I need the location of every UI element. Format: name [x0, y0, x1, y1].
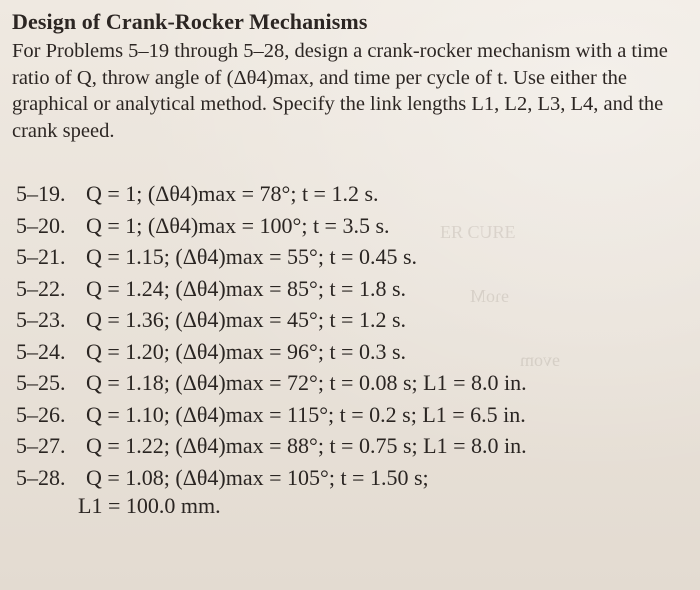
problem-spec: Q = 1.24; (Δθ4)max = 85°; t = 1.8 s. [86, 275, 407, 301]
problem-spec: Q = 1.08; (Δθ4)max = 105°; t = 1.50 s; [86, 464, 429, 490]
problem-list [16, 178, 686, 519]
problem-item [16, 430, 686, 462]
problem-number: 5–27. [16, 433, 66, 458]
problem-item [16, 178, 686, 210]
problem-spec: Q = 1.22; (Δθ4)max = 88°; t = 0.75 s; L1 = 8.0 in. [86, 433, 527, 458]
problem-item [16, 241, 686, 273]
problem-item [16, 367, 686, 399]
problem-item [16, 273, 686, 305]
problem-spec: Q = 1.10; (Δθ4)max = 115°; t = 0.2 s; L1 = 6.5 in. [86, 401, 526, 427]
problem-number: 5–26. [16, 401, 66, 427]
problem-number: 5–24. [16, 338, 66, 364]
bleed-through-text: ɘɿoM [470, 286, 509, 306]
problem-item [16, 462, 686, 494]
problem-number: 5–22. [16, 275, 66, 301]
bleed-through-text: ƎЯUƆ ЯƎ [440, 222, 516, 242]
problem-number: 5–19. [16, 181, 66, 206]
problem-spec: Q = 1; (Δθ4)max = 78°; t = 1.2 s. [86, 181, 379, 206]
section-header [12, 8, 682, 144]
problem-spec: Q = 1; (Δθ4)max = 100°; t = 3.5 s. [86, 212, 390, 238]
problem-number: 5–21. [16, 244, 66, 269]
problem-item [16, 336, 686, 368]
problem-item [16, 210, 686, 242]
problem-number: 5–23. [16, 307, 66, 332]
problem-spec: Q = 1.20; (Δθ4)max = 96°; t = 0.3 s. [86, 338, 407, 364]
section-title: Design of Crank-Rocker Mechanisms [12, 9, 368, 34]
problem-spec: Q = 1.15; (Δθ4)max = 55°; t = 0.45 s. [86, 244, 418, 269]
problem-number: 5–20. [16, 212, 66, 238]
problem-item [16, 399, 686, 431]
bleed-through-text: ɘvom [520, 350, 560, 370]
problem-number: 5–25. [16, 370, 66, 395]
problem-number: 5–28. [16, 464, 66, 490]
problem-item [16, 304, 686, 336]
problem-continuation: L1 = 100.0 mm. [78, 493, 221, 518]
intro-paragraph: For Problems 5–19 through 5–28, design a crank-rocker mechanism with a time ratio of Q, throw angle of (Δθ4)max, and time per cycle of t. Use either the graphical or analytical method. Specify the link lengths L1, L2, L3, L4, and the crank speed. [12, 40, 668, 142]
problem-spec: Q = 1.18; (Δθ4)max = 72°; t = 0.08 s; L1 = 8.0 in. [86, 370, 527, 395]
problem-spec: Q = 1.36; (Δθ4)max = 45°; t = 1.2 s. [86, 307, 407, 332]
